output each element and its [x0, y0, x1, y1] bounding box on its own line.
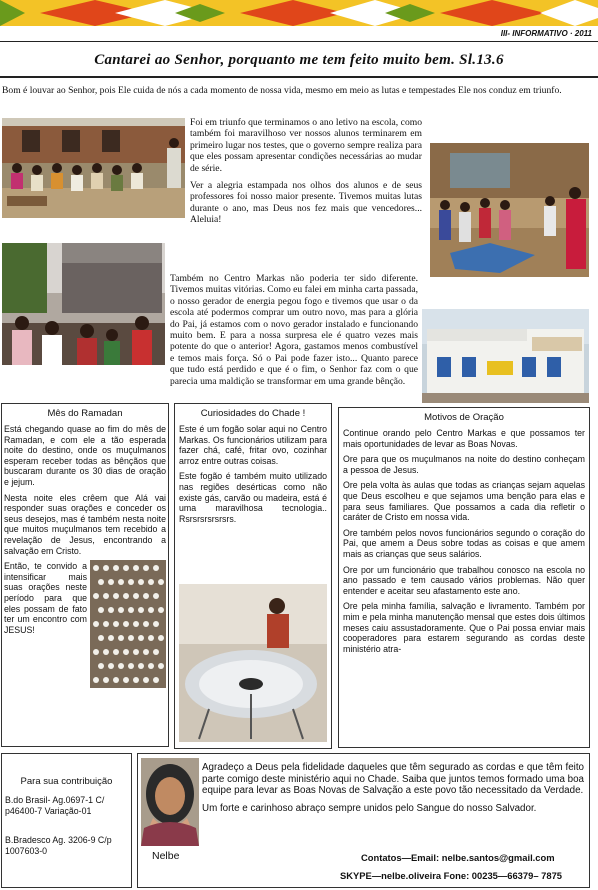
motivos-item: Ore por um funcionário que trabalhou conosco na escola no ano passado e tem causado vários problemas. Não quer entender e aceitar seu afastamento este ano. [343, 564, 585, 596]
ramadan-paragraph-1: Está chegando quase ao fim do mês de Ramadan, e com ele a tão esperada noite do destino, onde os muçulmanos esperam receber todas as bênçãos que buscaram durante os 30 dias de oração e jejum. [4, 424, 166, 487]
motivos-box [338, 407, 590, 748]
ramadan-paragraph-2: Nesta noite eles crêem que Alá vai responder suas orações e conceder os seus desejos, mas é também nesta noite que muitos muçulmanos tem recebido a revelação de Jesus, encontrando a salvação em Cristo. [4, 492, 166, 556]
ramadan-box [1, 403, 169, 747]
curiosidades-paragraph-1: Este é um fogão solar aqui no Centro Markas. Os funcionários utilizam para fazer chá, café, fritar ovo, cozinhar arroz entre outras coisas. [179, 424, 327, 466]
photo-children-courtyard [430, 143, 589, 277]
intro-paragraph: Bom é louvar ao Senhor, pois Ele cuida de nós a cada momento de nossa vida, mesmo em meio as lutas e tempestades Ele nos conduz em triunfo. [2, 85, 562, 96]
motivos-item: Ore também pelos novos funcionários segundo o coração do Pai, que amem a Deus sobre todas as coisas e que amem mais as crianças que seus salários. [343, 527, 585, 559]
issue-label: III- INFORMATIVO · 2011 [500, 29, 592, 38]
signature-name: Nelbe [152, 850, 180, 862]
ramadan-paragraph-3: Então, te convido a intensificar mais suas orações neste período para que eles possam de fato ter um encontro com JESUS! [4, 561, 87, 635]
photo-nelbe-portrait [141, 758, 199, 846]
bank-account-2: B.Bradesco Ag. 3206-9 C/p 1007603-0 [5, 835, 112, 856]
school-text [190, 117, 422, 226]
contact-email: Contatos—Email: nelbe.santos@gmail.com [361, 852, 555, 863]
page-title: Cantarei ao Senhor, porquanto me tem feito muito bem. Sl.13.6 [94, 52, 504, 68]
photo-markas-building [422, 309, 589, 403]
motivos-item: Continue orando pelo Centro Markas e que possamos ter mais oportunidades de levar as Boas Novas. [343, 428, 585, 449]
photo-generator-fire [2, 243, 165, 365]
contribuicao-box [1, 753, 132, 888]
photo-prayer-crowd [90, 560, 166, 688]
photo-solar-cooker [179, 584, 327, 742]
contribuicao-title: Para sua contribuição [20, 776, 113, 787]
footer-paragraph-2: Um forte e carinhoso abraço sempre unidos pelo Sangue do nosso Salvador. [202, 802, 537, 814]
bank-account-1: B.do Brasil- Ag.0697-1 C/ p46400-7 Variação-01 [5, 795, 105, 816]
contact-skype-phone: SKYPE—nelbe.oliveira Fone: 00235—66379– 7875 [340, 870, 562, 881]
footer-box [137, 753, 590, 888]
decorative-banner [0, 0, 598, 26]
motivos-item: Ore pela volta às aulas que todas as crianças sejam aquelas que Deus escolheu e que sejamos uma benção para elas e para seus familiares. Que possamos a cada dia refletir o caráter de Cristo em nossa vida. [343, 480, 585, 523]
photo-school-assembly [2, 118, 185, 218]
motivos-title: Motivos de Oração [424, 412, 504, 423]
motivos-item: Ore pela minha família, salvação e livramento. Também por mim e pela minha manutenção mensal que estes dois últimos meses caiu assustadoramente. Que o Pai possa enviar mais cooperadores para estarem segurando as cordas deste ministério atra- [343, 601, 585, 654]
ramadan-title: Mês do Ramadan [47, 408, 123, 419]
curiosidades-title: Curiosidades do Chade ! [200, 408, 306, 419]
footer-paragraph-1: Agradeço a Deus pela fidelidade daqueles que têm segurado as cordas e que têm feito parte comigo deste ministério aqui no Chade. Saiba que juntos temos formado uma boa equipe para levar as Boas Novas de Salvação a este povo tão necessitado da Verdade. [202, 762, 584, 797]
divider [0, 76, 598, 78]
curiosidades-box [174, 403, 332, 749]
divider [0, 41, 598, 42]
school-paragraph-1: Foi em triunfo que terminamos o ano letivo na escola, como também foi maravilhoso ver nossos alunos terminarem em primeiro lugar nos testes, que o governo sempre realiza para que eles possam apresentar condições necessárias ao mudar de série. [190, 117, 422, 174]
markas-paragraph: Também no Centro Markas não poderia ter sido diferente. Tivemos muitas vitórias. Como eu falei em minha carta passada, o nosso gerador de energia pegou fogo e tivemos que usar o da escola até podermos comprar um outro novo, mas para a glória do Pai, já estamos com o novo gerador instalado e funcionando muito bem. E para a nossa surpresa ele é quatro vezes mais potente do que o anterior! Agora, gastamos menos combustível e temos mais força. Só o Pai pode fazer isto... Quanto parece que tudo está perdido e que é o fim, o Senhor faz com o que parecia uma maldição se transformar em uma grande bênção. [170, 273, 418, 387]
curiosidades-paragraph-2: Este fogão é também muito utilizado nas regiões desérticas como não existe gás, carvão ou madeira, está é uma maravilhosa tecnologia.. Rsrsrsrsrsrsrs. [179, 471, 327, 524]
school-paragraph-2: Ver a alegria estampada nos olhos dos alunos e de seus professores foi nosso maior presente. Tivemos muitas lutas durante o ano, mas Deus nos fez mais que vencedores... Aleluia! [190, 180, 422, 226]
motivos-item: Ore para que os muçulmanos na noite do destino conheçam a pessoa de Jesus. [343, 454, 585, 475]
